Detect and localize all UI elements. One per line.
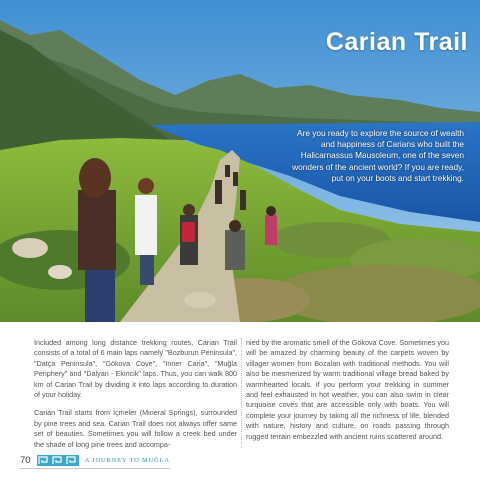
running-title: A JOURNEY TO MUĞLA	[84, 456, 170, 464]
greek-key-meander-icon	[37, 455, 79, 466]
body-paragraph: Included among long distance trekking routes, Carian Trail consists of a total of 6 main laps namely "Bozburun Peninsula", "Datça Peninsula", "Gökova Cove", "Inner Caria", "Muğla Periphery" and "Dalyan - Ekincik" laps. Thus, you can walk 800 km of Carian Trail by dividing it into laps according to duration of your holiday.	[34, 338, 237, 400]
body-column-left	[34, 338, 237, 458]
meander-pattern	[37, 455, 79, 466]
column-divider	[241, 338, 242, 448]
body-column-right	[246, 338, 449, 450]
page-number: 70	[20, 454, 31, 466]
footer-rule	[20, 468, 170, 469]
page-footer	[20, 452, 170, 468]
body-paragraph: nied by the aromatic smell of the Gökova Cove. Sometimes you will be amazed by charming beauty of the carpets woven by villager women from Bozalan with traditional methods. You will also be mesmerized by warm traditional village bread baked by warmhearted locals. If you perform your trekking in summer and feel exhausted in hot weather, you can also swim in clear turquoise coves that are accessible only with boats. You will complete your journey by taking all the richness of life, blended with nature, history and culture, on roads passing through rugged terrain embezzled with ancient ruins scattered around.	[246, 338, 449, 441]
intro-text: Are you ready to explore the source of wealth and happiness of Carians who built the Halicarnassus Mausoleum, one of the seven wonders of the ancient world? If you are ready, put on your boots and start trekking.	[292, 128, 464, 183]
article-title: Carian Trail	[325, 28, 468, 56]
body-paragraph: Carian Trail starts from İçmeler (Mineral Springs), surrounded by pine trees and sea. Carian Trail does not always offer same set of beauties. Sometimes you will follow a creek bed under the shade of long pine trees and accompa-	[34, 408, 237, 449]
